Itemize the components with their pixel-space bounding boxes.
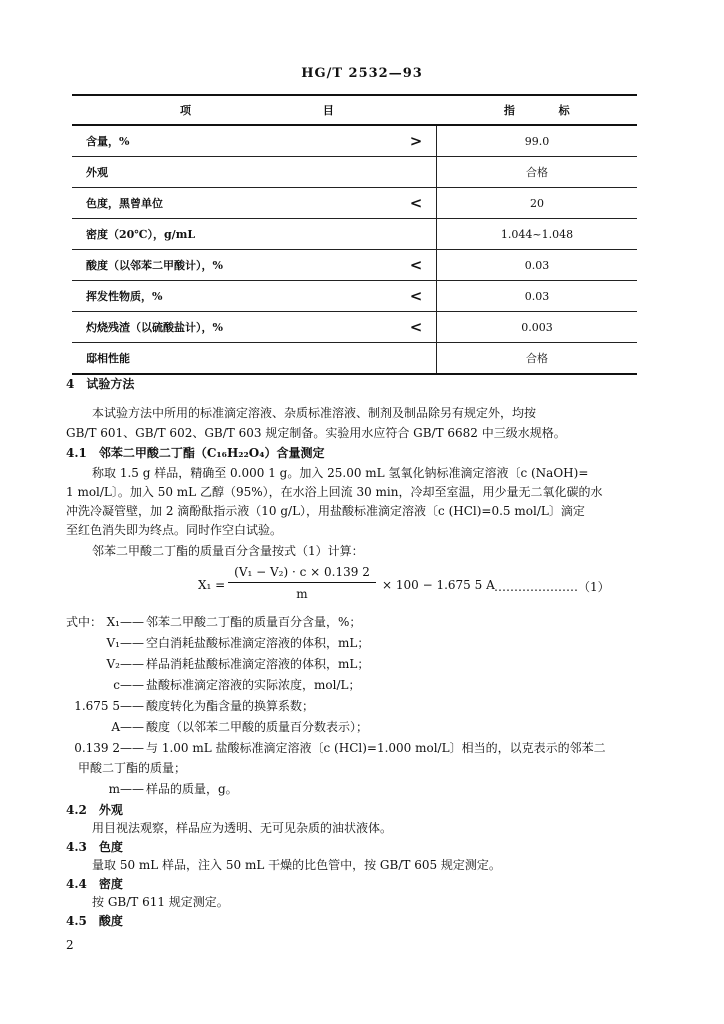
table-row: [72, 281, 637, 312]
intro-line-2: GB/T 601、GB/T 602、GB/T 603 规定制备。实验用水应符合 GB/T 6682 中三级水规格。: [66, 426, 566, 440]
where-symbol: V₂——: [106, 657, 144, 671]
table-row: [72, 157, 637, 188]
section-4-title: 4 试验方法: [66, 377, 135, 391]
where-symbol: c——: [113, 678, 144, 692]
row-operator: [396, 219, 437, 250]
where-description: 样品消耗盐酸标准滴定溶液的体积，mL；: [146, 657, 370, 671]
where-symbol: V₁——: [106, 636, 144, 650]
page-number: 2: [66, 938, 74, 952]
standard-number: HG/T 2532—93: [301, 66, 423, 81]
table-row: [72, 219, 637, 250]
section-4-1-line-2: 1 mol/L〕。加入 50 mL 乙醇（95%），在水浴上回流 30 min，冷却至室温，用少量无二氧化碳的水: [66, 485, 603, 499]
table-row: [72, 250, 637, 281]
formula-rest: × 100 − 1.675 5 A: [382, 578, 495, 592]
section-4-2-title: 4.2 外观: [66, 803, 123, 817]
row-item: 外观: [72, 157, 396, 188]
section-4-3-title: 4.3 色度: [66, 840, 123, 854]
row-value: 合格: [437, 343, 638, 375]
row-item: 酸度（以邻苯二甲酸计），%: [72, 250, 396, 281]
intro-line-1: 本试验方法中所用的标准滴定溶液、杂质标准溶液、制剂及制品除另有规定外，均按: [92, 406, 537, 420]
section-4-1-title: 4.1 邻苯二甲酸二丁酯（C₁₆H₂₂O₄）含量测定: [66, 446, 325, 460]
header-item-a: 项: [180, 104, 191, 117]
where-description: 空白消耗盐酸标准滴定溶液的体积，mL；: [146, 636, 370, 650]
table-row: [72, 343, 637, 375]
row-operator: [396, 343, 437, 375]
row-operator: <: [396, 188, 437, 219]
row-operator: <: [396, 250, 437, 281]
row-item: 含量，%: [72, 125, 396, 157]
table-row: [72, 125, 637, 157]
where-description-continued: 甲酸二丁酯的质量；: [78, 761, 187, 775]
table-row: [72, 312, 637, 343]
header-index-b: 标: [558, 104, 570, 117]
calculation-intro: 邻苯二甲酸二丁酯的质量百分含量按式（1）计算：: [92, 544, 364, 558]
row-value: 0.003: [437, 312, 638, 343]
where-description: 酸度（以邻苯二甲酸的质量百分数表示）；: [146, 720, 369, 734]
row-value: 99.0: [437, 125, 638, 157]
where-description: 盐酸标准滴定溶液的实际浓度，mol/L；: [146, 678, 361, 692]
section-4-3-text: 量取 50 mL 样品，注入 50 mL 干燥的比色管中，按 GB/T 605 规定测定。: [92, 858, 501, 872]
section-4-4-text: 按 GB/T 611 规定测定。: [92, 895, 229, 909]
row-value: 0.03: [437, 250, 638, 281]
where-symbol: m——: [108, 782, 144, 796]
row-item: 色度，黑曾单位: [72, 188, 396, 219]
row-item: 密度（20℃），g/mL: [72, 219, 396, 250]
table-header-row: [72, 95, 637, 125]
section-4-1-line-4: 至红色消失即为终点。同时作空白试验。: [66, 523, 283, 537]
where-symbol: 0.139 2——: [74, 741, 144, 755]
where-symbol: X₁——: [106, 615, 144, 629]
row-item: 邸相性能: [72, 343, 396, 375]
header-index: [437, 95, 638, 125]
row-operator: [396, 157, 437, 188]
where-description: 样品的质量，g。: [146, 782, 238, 796]
formula-numerator: (V₁ − V₂) · c × 0.139 2: [234, 565, 370, 579]
where-description: 与 1.00 mL 盐酸标准滴定溶液〔c (HCl)=1.000 mol/L〕相当的，以克表示的邻苯二: [146, 741, 606, 755]
row-operator: <: [396, 312, 437, 343]
row-value: 1.044~1.048: [437, 219, 638, 250]
row-item: 挥发性物质，%: [72, 281, 396, 312]
formula-number: …………………（1）: [494, 580, 610, 594]
formula-lhs: X₁ =: [198, 578, 226, 592]
section-4-5-title: 4.5 酸度: [66, 914, 123, 928]
row-item: 灼烧残渣（以硫酸盐计），%: [72, 312, 396, 343]
header-index-a: 指: [503, 104, 515, 117]
header-item-b: 目: [322, 104, 334, 117]
header-item: [72, 95, 437, 125]
section-4-4-title: 4.4 密度: [66, 877, 123, 891]
section-4-2-text: 用目视法观察，样品应为透明、无可见杂质的油状液体。: [92, 821, 393, 835]
row-value: 合格: [437, 157, 638, 188]
formula-denominator: m: [296, 587, 308, 601]
row-operator: <: [396, 281, 437, 312]
row-value: 20: [437, 188, 638, 219]
fraction-bar: [228, 582, 376, 583]
section-4-1-line-1: 称取 1.5 g 样品，精确至 0.000 1 g。加入 25.00 mL 氢氧化钠标准滴定溶液〔c (NaOH)=: [92, 466, 589, 480]
row-operator: >: [396, 125, 437, 157]
where-description: 酸度转化为酯含量的换算系数；: [146, 699, 315, 713]
where-symbol: A——: [111, 720, 144, 734]
section-4-1-line-3: 冲洗冷凝管壁，加 2 滴酚酞指示液（10 g/L），用盐酸标准滴定溶液〔c (HCl)=0.5 mol/L〕滴定: [66, 504, 585, 518]
specification-table: [72, 94, 637, 375]
where-label: 式中：: [66, 615, 103, 629]
row-value: 0.03: [437, 281, 638, 312]
table-row: [72, 188, 637, 219]
where-description: 邻苯二甲酸二丁酯的质量百分含量，%；: [146, 615, 362, 629]
where-symbol: 1.675 5——: [74, 699, 144, 713]
